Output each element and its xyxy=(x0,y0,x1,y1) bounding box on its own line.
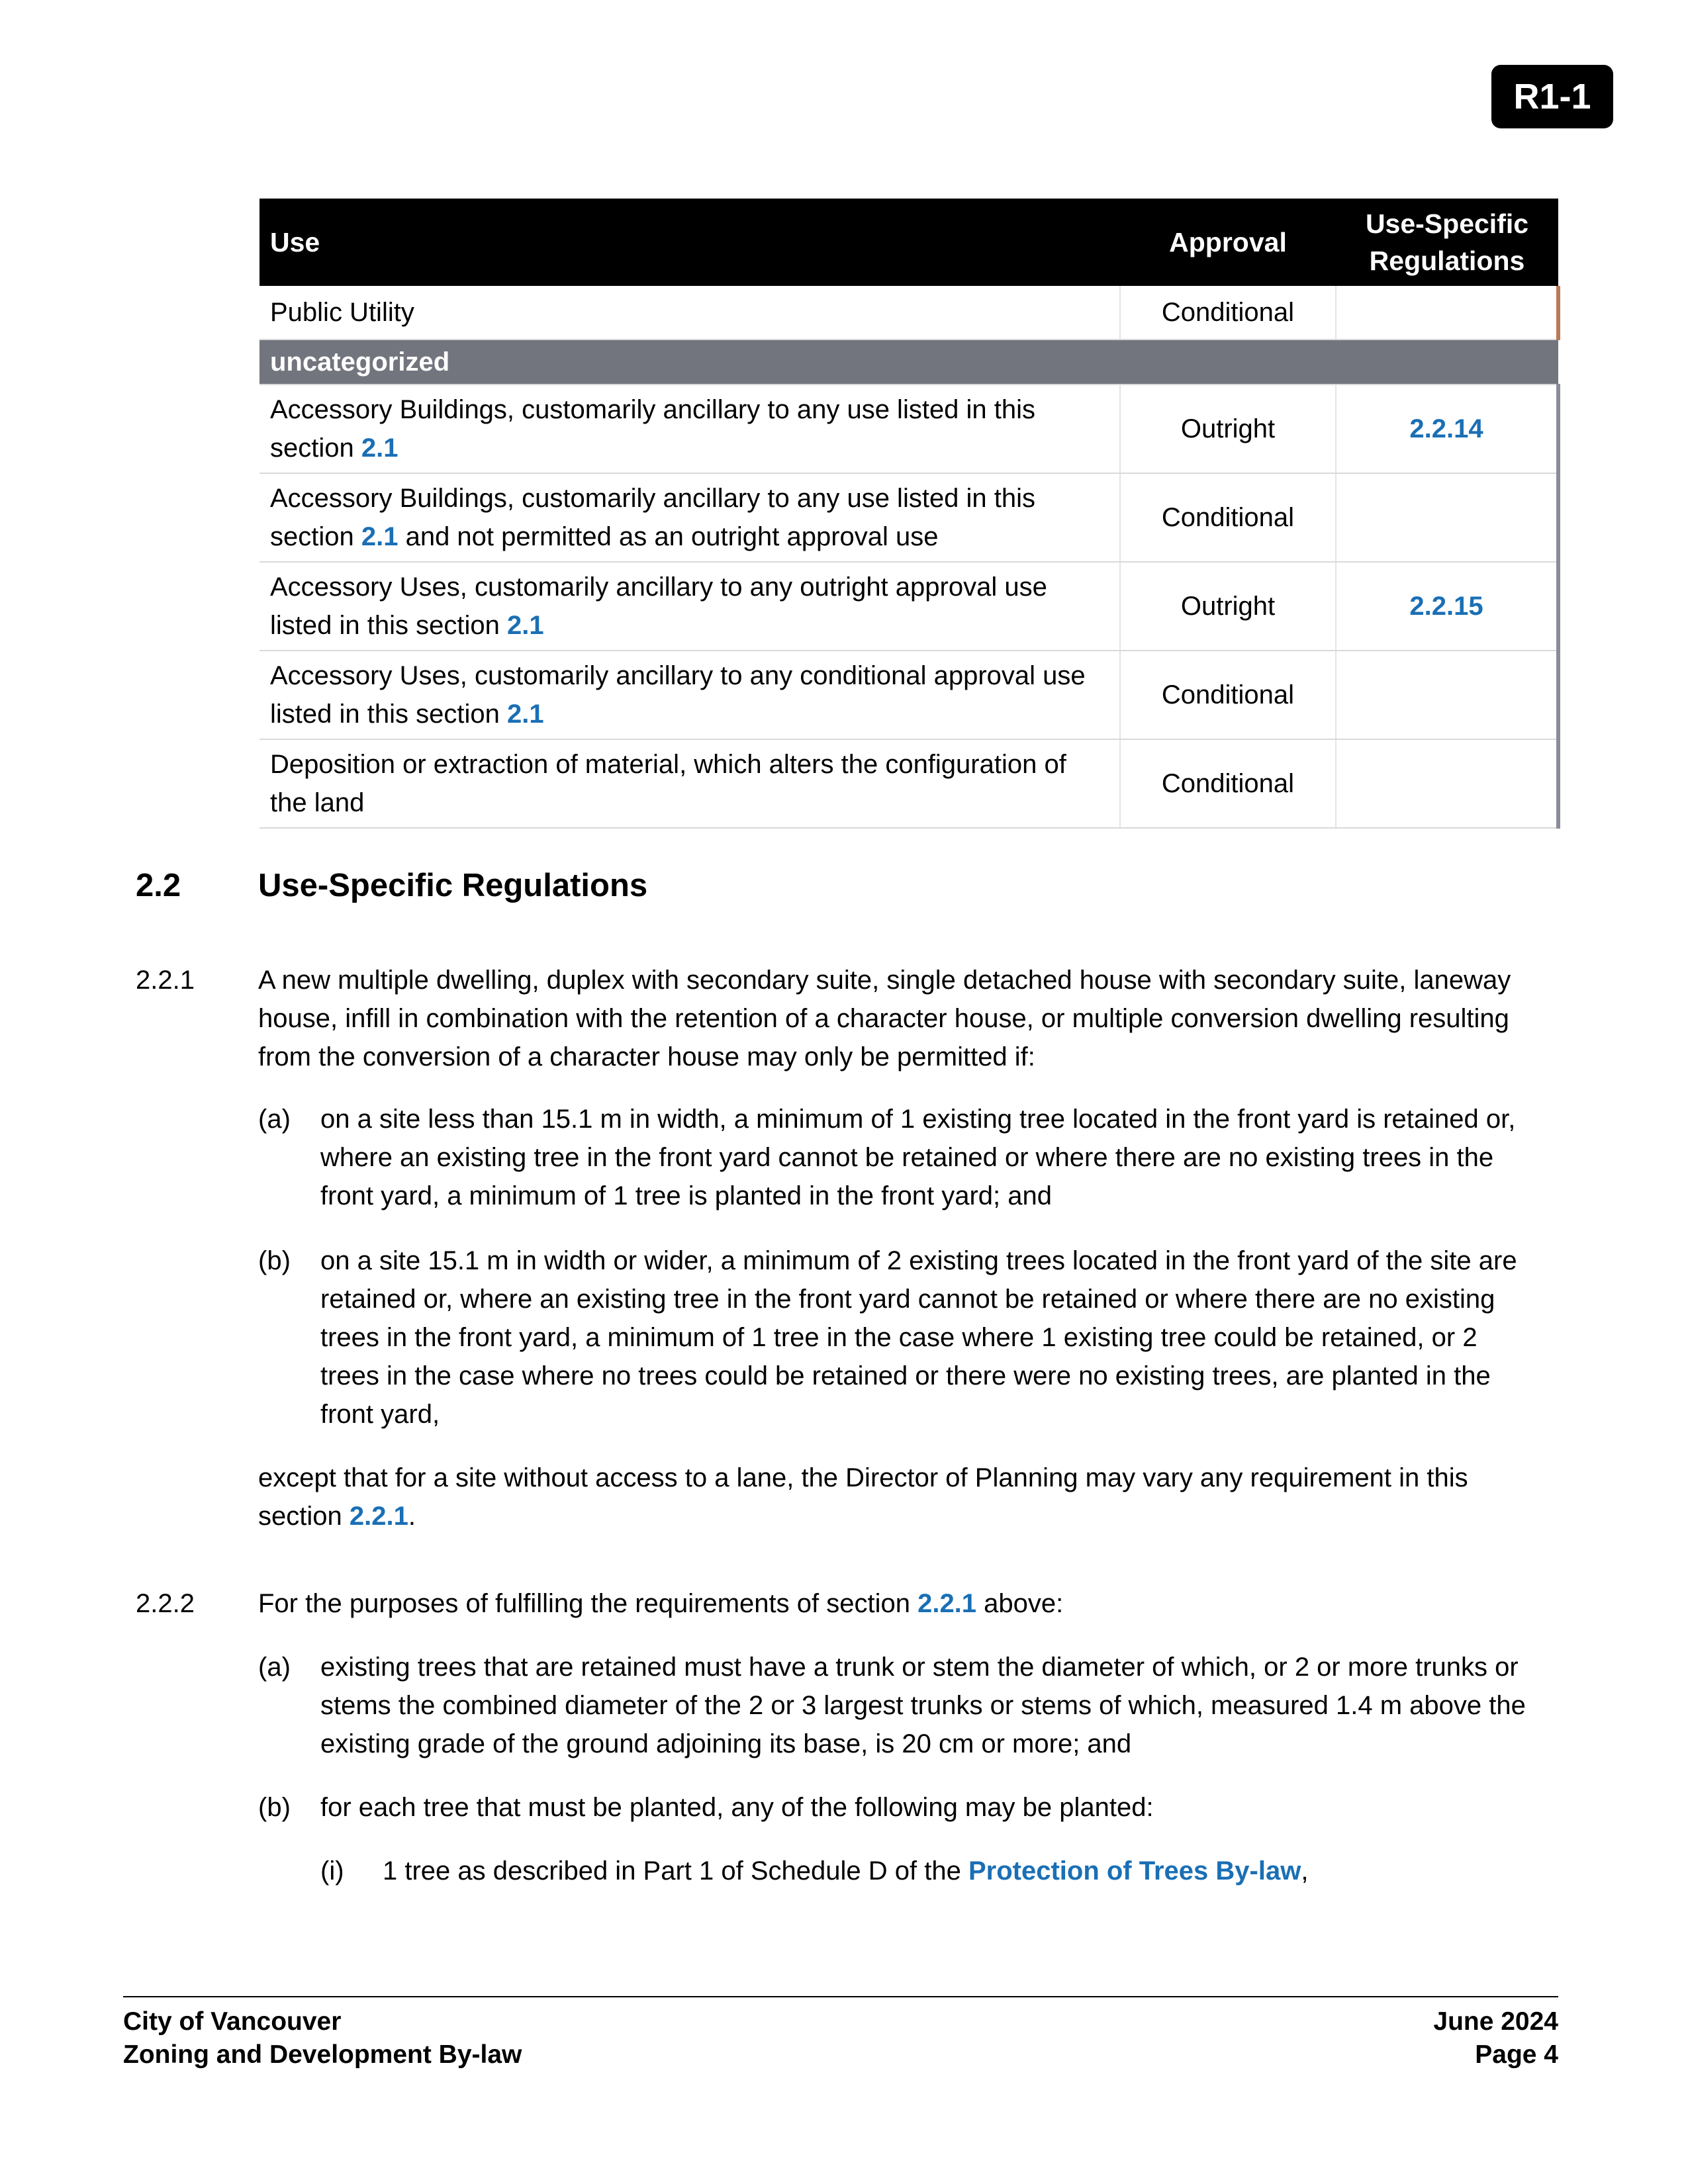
paragraph-number: 2.2.1 xyxy=(136,966,195,995)
section-link[interactable]: 2.2.1 xyxy=(349,1502,408,1531)
section-number: 2.2 xyxy=(136,868,181,903)
approval-cell: Conditional xyxy=(1120,651,1336,739)
section-title: Use-Specific Regulations xyxy=(258,868,648,903)
regulation-cell xyxy=(1336,385,1558,473)
use-cell: Deposition or extraction of material, which alters the configuration of the land xyxy=(259,739,1120,828)
header-approval: Approval xyxy=(1120,199,1336,286)
approval-cell: Outright xyxy=(1120,562,1336,651)
table-row xyxy=(259,286,1558,340)
zone-badge: R1-1 xyxy=(1491,65,1613,128)
clause-a-text: existing trees that are retained must have a trunk or stem the diameter of which, or 2 or more trunks or stems the combined diameter of the 2 or 3 largest trunks or stems of which, measured 1.4 m above the existing grade of the ground adjoining its base, is 20 cm or more; and xyxy=(320,1653,1526,1758)
regulation-link[interactable]: 2.2.15 xyxy=(1409,592,1483,621)
table-row xyxy=(259,651,1558,739)
approval-cell: Conditional xyxy=(1120,473,1336,562)
protection-of-trees-link[interactable]: Protection of Trees By-law xyxy=(968,1856,1301,1886)
header-use: Use xyxy=(259,199,1120,286)
table-row xyxy=(259,473,1558,562)
clause-label: (b) xyxy=(258,1246,291,1275)
use-cell: Accessory Uses, customarily ancillary to any conditional approval use listed in this section 2.1 xyxy=(259,651,1120,739)
clause-b-text: on a site 15.1 m in width or wider, a minimum of 2 existing trees located in the front yard of the site are retained or, where an existing tree in the front yard cannot be retained or where there are no existing trees in the front yard, a minimum of 1 tree in the case where 1 existing tree could be retained, or 2 trees in the case where no trees could be retained or there were no existing trees, are planted in the front yard, xyxy=(320,1246,1517,1429)
paragraph-2-2-1: A new multiple dwelling, duplex with secondary suite, single detached house with secondary suite, laneway house, infill in combination with the retention of a character house, or multiple conversion dwelling resulting from the conversion of a character house may only be permitted if: xyxy=(258,966,1511,1071)
section-link[interactable]: 2.1 xyxy=(361,522,399,551)
regulation-cell xyxy=(1336,286,1558,340)
category-label: uncategorized xyxy=(259,340,1558,385)
section-link[interactable]: 2.1 xyxy=(361,433,399,463)
table-row xyxy=(259,739,1558,828)
clause-label: (a) xyxy=(258,1105,291,1134)
footer-left xyxy=(123,2005,522,2071)
clause-a-text: on a site less than 15.1 m in width, a minimum of 1 existing tree located in the front yard is retained or, where an existing tree in the front yard cannot be retained or where there are no existing trees in the front yard, a minimum of 1 tree is planted in the front yard; and xyxy=(320,1105,1516,1210)
except-text: except that for a site without access to a lane, the Director of Planning may vary any requirement in this section 2.2.1. xyxy=(258,1463,1468,1531)
clause-label: (i) xyxy=(320,1856,344,1886)
approval-cell: Conditional xyxy=(1120,286,1336,340)
section-link[interactable]: 2.1 xyxy=(506,611,544,640)
clause-b-text: for each tree that must be planted, any of the following may be planted: xyxy=(320,1793,1154,1822)
approval-cell: Conditional xyxy=(1120,739,1336,828)
section-link[interactable]: 2.2.1 xyxy=(917,1589,977,1618)
section-link[interactable]: 2.1 xyxy=(506,700,544,729)
clause-label: (b) xyxy=(258,1793,291,1822)
approval-cell: Outright xyxy=(1120,385,1336,473)
paragraph-2-2-2: For the purposes of fulfilling the requirements of section 2.2.1 above: xyxy=(258,1589,1064,1618)
regulation-link[interactable]: 2.2.14 xyxy=(1409,414,1483,443)
use-cell: Public Utility xyxy=(259,286,1120,340)
paragraph-number: 2.2.2 xyxy=(136,1589,195,1618)
footer-divider xyxy=(123,1996,1558,1997)
footer-date: June 2024 xyxy=(1433,2007,1558,2036)
footer-page: Page 4 xyxy=(1475,2040,1558,2069)
regulation-cell xyxy=(1336,562,1558,651)
regulation-cell xyxy=(1336,473,1558,562)
use-cell: Accessory Buildings, customarily ancillary to any use listed in this section 2.1 xyxy=(259,385,1120,473)
uses-table xyxy=(259,199,1560,829)
footer-org: City of Vancouver xyxy=(123,2007,342,2036)
table-header-row xyxy=(259,199,1558,286)
use-cell: Accessory Uses, customarily ancillary to any outright approval use listed in this section 2.1 xyxy=(259,562,1120,651)
footer-doc: Zoning and Development By-law xyxy=(123,2040,522,2069)
category-row xyxy=(259,340,1558,385)
subclause-i-text: 1 tree as described in Part 1 of Schedule D of the Protection of Trees By-law, xyxy=(383,1856,1309,1886)
clause-label: (a) xyxy=(258,1653,291,1682)
footer-right xyxy=(1433,2005,1558,2071)
header-regulations: Use-Specific Regulations xyxy=(1336,199,1558,286)
regulation-cell xyxy=(1336,739,1558,828)
table-row xyxy=(259,562,1558,651)
table-row xyxy=(259,385,1558,473)
regulation-cell xyxy=(1336,651,1558,739)
use-cell: Accessory Buildings, customarily ancillary to any use listed in this section 2.1 and not permitted as an outright approval use xyxy=(259,473,1120,562)
